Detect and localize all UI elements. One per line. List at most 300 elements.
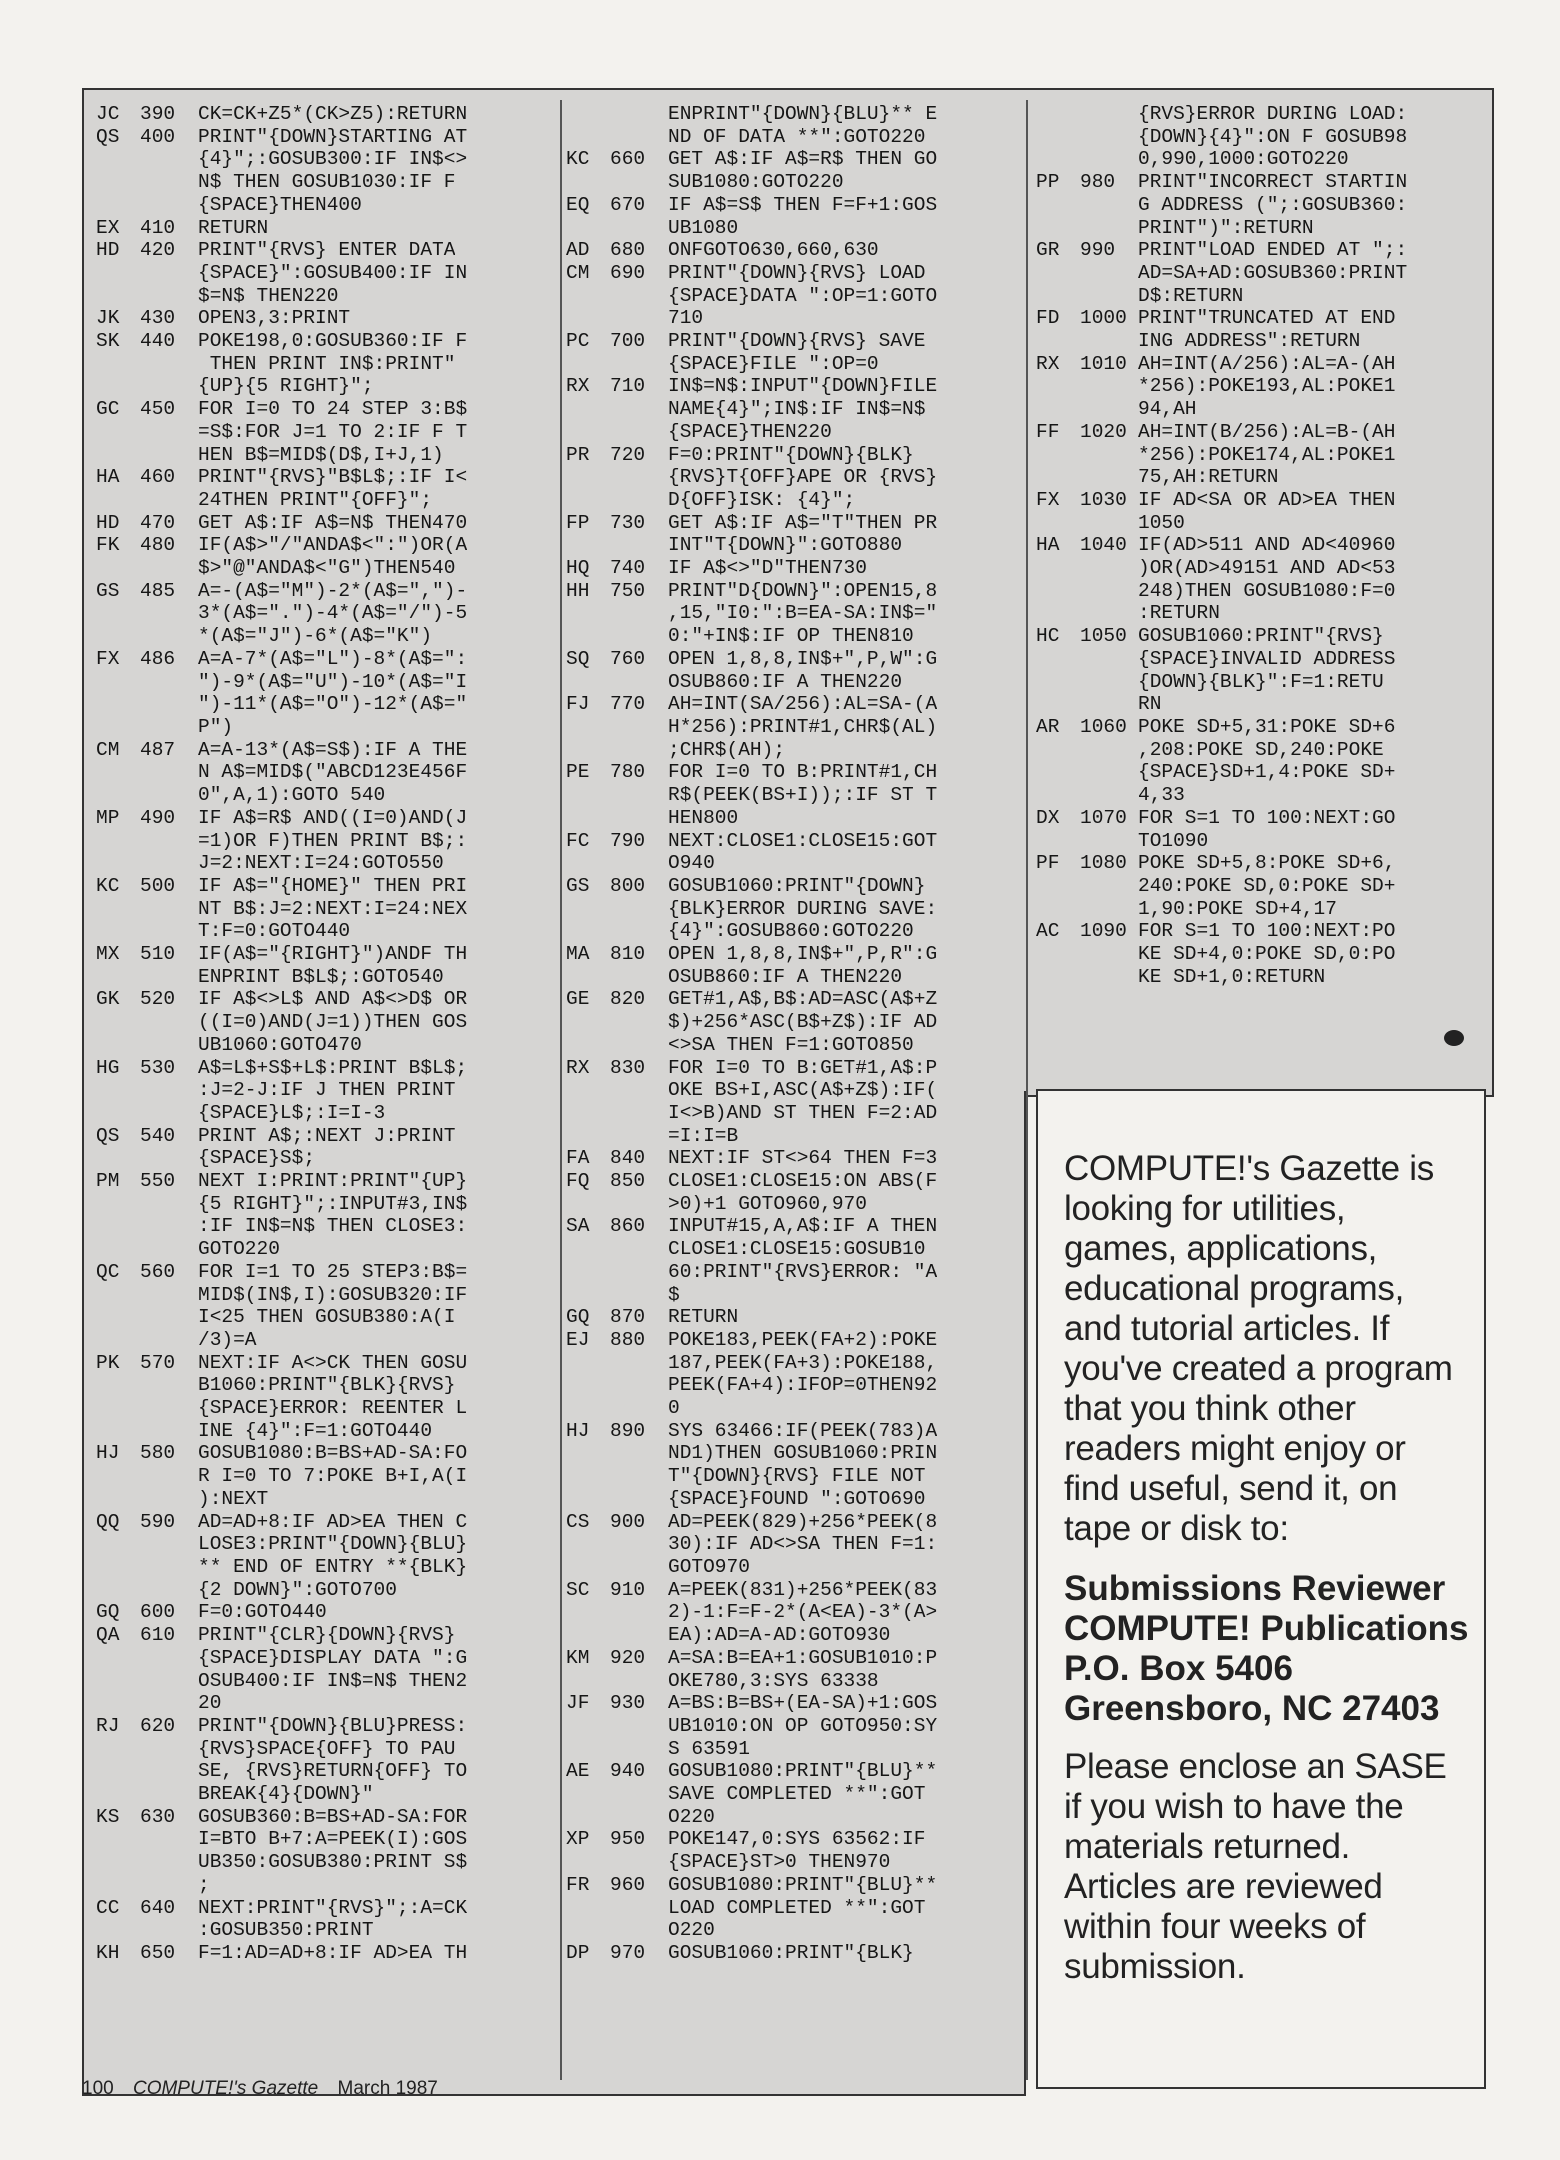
line-number xyxy=(610,739,668,762)
code-text: 248)THEN GOSUB1080:F=0 xyxy=(1138,579,1396,602)
code-line xyxy=(96,330,562,353)
code-line xyxy=(96,148,562,171)
code-text: IF A$<>"D"THEN730 xyxy=(668,557,867,580)
checksum-tag xyxy=(1036,671,1080,694)
code-line xyxy=(566,557,1026,580)
code-text: G ADDRESS (";:GOSUB360: xyxy=(1138,193,1408,216)
code-line xyxy=(96,194,562,217)
checksum-tag: AR xyxy=(1036,715,1060,738)
code-line xyxy=(96,988,562,1011)
checksum-tag: CM xyxy=(96,738,120,761)
code-text: NEXT:IF ST<>64 THEN F=3 xyxy=(668,1147,938,1170)
checksum-tag xyxy=(96,1011,140,1034)
code-text: {BLK}ERROR DURING SAVE: xyxy=(668,897,938,920)
line-number xyxy=(610,1465,668,1488)
checksum-tag: CC xyxy=(96,1896,120,1919)
code-line xyxy=(566,1465,1026,1488)
line-number xyxy=(610,466,668,489)
line-number xyxy=(1080,557,1138,580)
line-number xyxy=(1080,103,1138,126)
line-number xyxy=(610,1193,668,1216)
line-number xyxy=(1080,761,1138,784)
line-number xyxy=(140,1692,198,1715)
code-text: {SPACE}FOUND ":GOTO690 xyxy=(668,1487,926,1510)
code-text: UB1080 xyxy=(668,216,739,239)
code-text: GOTO220 xyxy=(198,1238,280,1261)
checksum-tag: PC xyxy=(566,330,590,353)
code-text: IN$=N$:INPUT"{DOWN}FILE xyxy=(668,375,938,398)
code-line xyxy=(96,1170,562,1193)
code-line xyxy=(566,898,1026,921)
checksum-tag xyxy=(96,262,140,285)
code-text: GOSUB1060:PRINT"{RVS} xyxy=(1138,625,1384,648)
line-number: 1090 xyxy=(1080,920,1127,943)
checksum-tag xyxy=(96,716,140,739)
checksum-tag: PR xyxy=(566,443,590,466)
code-line xyxy=(566,1738,1026,1761)
checksum-tag xyxy=(96,421,140,444)
code-line xyxy=(566,148,1026,171)
line-number: 710 xyxy=(610,375,646,398)
code-text: P") xyxy=(198,715,234,738)
code-line xyxy=(566,375,1026,398)
code-line xyxy=(566,1352,1026,1375)
code-line xyxy=(96,943,562,966)
code-line xyxy=(96,1647,562,1670)
code-text: *256):POKE193,AL:POKE1 xyxy=(1138,375,1396,398)
code-line xyxy=(96,1897,562,1920)
checksum-tag xyxy=(1036,784,1080,807)
checksum-tag: HD xyxy=(96,239,120,262)
checksum-tag xyxy=(96,489,140,512)
line-number xyxy=(1080,898,1138,921)
end-mark-icon xyxy=(1444,1030,1464,1046)
code-text: ")-11*(A$="O")-12*(A$=" xyxy=(198,693,468,716)
line-number: 670 xyxy=(610,193,646,216)
checksum-tag xyxy=(96,557,140,580)
checksum-tag xyxy=(96,898,140,921)
code-text: IF A$=S$ THEN F=F+1:GOS xyxy=(668,193,938,216)
line-number xyxy=(1080,126,1138,149)
checksum-tag: HJ xyxy=(566,1419,590,1442)
code-text: IF A$="{HOME}" THEN PRI xyxy=(198,874,468,897)
code-line xyxy=(96,1828,562,1851)
line-number: 620 xyxy=(140,1714,176,1737)
code-text: O220 xyxy=(668,1805,715,1828)
code-line xyxy=(566,444,1026,467)
line-number xyxy=(1080,148,1138,171)
code-text: 710 xyxy=(668,307,704,330)
code-text: {SPACE}S$; xyxy=(198,1147,316,1170)
line-number xyxy=(610,1897,668,1920)
code-line xyxy=(96,1397,562,1420)
checksum-tag xyxy=(1036,194,1080,217)
checksum-tag: RX xyxy=(566,1056,590,1079)
code-line xyxy=(96,739,562,762)
code-line xyxy=(1036,534,1486,557)
checksum-tag xyxy=(96,852,140,875)
line-number xyxy=(140,852,198,875)
line-number xyxy=(140,966,198,989)
checksum-tag: RJ xyxy=(96,1714,120,1737)
code-text: FOR S=1 TO 100:NEXT:GO xyxy=(1138,806,1396,829)
code-text: A=BS:B=BS+(EA-SA)+1:GOS xyxy=(668,1692,938,1715)
line-number xyxy=(140,1238,198,1261)
code-line xyxy=(566,875,1026,898)
code-text: AH=INT(A/256):AL=A-(AH xyxy=(1138,352,1396,375)
checksum-tag xyxy=(566,1193,610,1216)
line-number xyxy=(1080,966,1138,989)
code-line xyxy=(96,126,562,149)
checksum-tag: FJ xyxy=(566,693,590,716)
code-text: OPEN3,3:PRINT xyxy=(198,307,351,330)
checksum-tag xyxy=(96,1238,140,1261)
checksum-tag xyxy=(96,1738,140,1761)
code-line xyxy=(96,1874,562,1897)
checksum-tag xyxy=(566,217,610,240)
code-line xyxy=(96,693,562,716)
checksum-tag xyxy=(1036,898,1080,921)
code-text: FOR I=0 TO B:GET#1,A$:P xyxy=(668,1056,938,1079)
code-text: AH=INT(SA/256):AL=SA-(A xyxy=(668,693,938,716)
code-text: LOSE3:PRINT"{DOWN}{BLU} xyxy=(198,1533,468,1556)
code-text: {4}":GOSUB860:GOTO220 xyxy=(668,920,914,943)
code-line xyxy=(1036,330,1486,353)
code-text: 75,AH:RETURN xyxy=(1138,466,1279,489)
code-line xyxy=(96,489,562,512)
code-line xyxy=(566,807,1026,830)
checksum-tag xyxy=(566,1715,610,1738)
checksum-tag: GQ xyxy=(96,1601,120,1624)
line-number: 480 xyxy=(140,534,176,557)
checksum-tag xyxy=(566,353,610,376)
line-number xyxy=(140,1306,198,1329)
line-number: 780 xyxy=(610,761,646,784)
checksum-tag xyxy=(566,898,610,921)
checksum-tag xyxy=(1036,285,1080,308)
code-line xyxy=(96,648,562,671)
line-number xyxy=(610,103,668,126)
code-line xyxy=(1036,239,1486,262)
checksum-tag: PF xyxy=(1036,852,1060,875)
checksum-tag xyxy=(566,1556,610,1579)
line-number xyxy=(1080,330,1138,353)
line-number xyxy=(140,1011,198,1034)
code-text: POKE198,0:GOSUB360:IF F xyxy=(198,330,468,353)
code-text: =S$:FOR J=1 TO 2:IF F T xyxy=(198,420,468,443)
code-text: GET A$:IF A$=R$ THEN GO xyxy=(668,148,938,171)
line-number xyxy=(140,1851,198,1874)
checksum-tag xyxy=(96,375,140,398)
code-text: GET#1,A$,B$:AD=ASC(A$+Z xyxy=(668,988,938,1011)
checksum-tag xyxy=(566,1533,610,1556)
line-number: 690 xyxy=(610,261,646,284)
code-line xyxy=(1036,444,1486,467)
checksum-tag xyxy=(96,920,140,943)
line-number: 1080 xyxy=(1080,852,1127,875)
line-number xyxy=(610,421,668,444)
code-line xyxy=(566,920,1026,943)
code-line xyxy=(96,1465,562,1488)
code-line xyxy=(96,1079,562,1102)
checksum-tag: GQ xyxy=(566,1306,590,1329)
code-text: {SPACE}ST>0 THEN970 xyxy=(668,1851,891,1874)
code-text: IF A$<>L$ AND A$<>D$ OR xyxy=(198,988,468,1011)
checksum-tag xyxy=(566,807,610,830)
checksum-tag xyxy=(566,1897,610,1920)
checksum-tag: FD xyxy=(1036,307,1060,330)
line-number: 580 xyxy=(140,1442,176,1465)
checksum-tag xyxy=(1036,512,1080,535)
code-text: HEN B$=MID$(D$,I+J,1) xyxy=(198,443,444,466)
code-text: )OR(AD>49151 AND AD<53 xyxy=(1138,557,1396,580)
code-line xyxy=(96,1806,562,1829)
checksum-tag: HD xyxy=(96,511,120,534)
line-number xyxy=(1080,194,1138,217)
code-line xyxy=(566,466,1026,489)
code-text: ):NEXT xyxy=(198,1487,269,1510)
line-number: 730 xyxy=(610,511,646,534)
code-text: CLOSE1:CLOSE15:GOSUB10 xyxy=(668,1238,926,1261)
code-text: SE, {RVS}RETURN{OFF} TO xyxy=(198,1760,468,1783)
checksum-tag: EJ xyxy=(566,1328,590,1351)
code-text: PRINT"{CLR}{DOWN}{RVS} xyxy=(198,1624,456,1647)
code-text: S 63591 xyxy=(668,1737,750,1760)
code-text: /3)=A xyxy=(198,1328,257,1351)
line-number xyxy=(140,1783,198,1806)
code-text: ;CHR$(AH); xyxy=(668,738,786,761)
code-line xyxy=(96,1556,562,1579)
line-number: 760 xyxy=(610,647,646,670)
code-text: =I:I=B xyxy=(668,1124,739,1147)
code-text: {RVS}SPACE{OFF} TO PAU xyxy=(198,1737,456,1760)
code-text: UB350:GOSUB380:PRINT S$ xyxy=(198,1851,468,1874)
code-text: {5 RIGHT}";:INPUT#3,IN$ xyxy=(198,1192,468,1215)
code-text: FOR I=1 TO 25 STEP3:B$= xyxy=(198,1260,468,1283)
checksum-tag xyxy=(96,285,140,308)
notice-note: Please enclose an SASE if you wish to have the materials returned. Articles are reviewed within four weeks of submission. xyxy=(1064,1747,1447,1986)
checksum-tag xyxy=(96,625,140,648)
checksum-tag: FK xyxy=(96,534,120,557)
code-text: 1,90:POKE SD+4,17 xyxy=(1138,897,1337,920)
line-number xyxy=(1080,466,1138,489)
code-text: :IF IN$=N$ THEN CLOSE3: xyxy=(198,1215,468,1238)
checksum-tag: FX xyxy=(96,647,120,670)
code-text: {RVS}ERROR DURING LOAD: xyxy=(1138,103,1408,125)
code-text: PRINT"{RVS} ENTER DATA xyxy=(198,239,456,262)
code-line xyxy=(96,1692,562,1715)
code-text: NT B$:J=2:NEXT:I=24:NEX xyxy=(198,897,468,920)
code-text: AD=SA+AD:GOSUB360:PRINT xyxy=(1138,261,1408,284)
code-line xyxy=(566,693,1026,716)
checksum-tag xyxy=(566,1624,610,1647)
code-text: 3*(A$=".")-4*(A$="/")-5 xyxy=(198,602,468,625)
line-number xyxy=(1080,217,1138,240)
checksum-tag xyxy=(566,1738,610,1761)
checksum-tag xyxy=(566,1284,610,1307)
page-footer xyxy=(82,2078,452,2100)
line-number: 430 xyxy=(140,307,176,330)
code-line xyxy=(566,1284,1026,1307)
code-line xyxy=(566,1261,1026,1284)
code-text: OKE780,3:SYS 63338 xyxy=(668,1669,879,1692)
code-line xyxy=(566,1783,1026,1806)
code-text: {UP}{5 RIGHT}"; xyxy=(198,375,374,398)
code-text: {SPACE}DISPLAY DATA ":G xyxy=(198,1646,468,1669)
checksum-tag: AC xyxy=(1036,920,1060,943)
code-text: MID$(IN$,I):GOSUB320:IF xyxy=(198,1283,468,1306)
code-text: ND1)THEN GOSUB1060:PRIN xyxy=(668,1442,938,1465)
code-text: {SPACE}THEN220 xyxy=(668,420,832,443)
checksum-tag xyxy=(96,1034,140,1057)
line-number xyxy=(140,1215,198,1238)
code-line xyxy=(96,1034,562,1057)
checksum-tag xyxy=(96,1919,140,1942)
checksum-tag: HA xyxy=(96,466,120,489)
code-line xyxy=(96,1670,562,1693)
line-number xyxy=(1080,580,1138,603)
code-line xyxy=(566,852,1026,875)
code-text: OSUB400:IF IN$=N$ THEN2 xyxy=(198,1669,468,1692)
code-line xyxy=(566,307,1026,330)
code-line xyxy=(1036,739,1486,762)
code-text: NEXT:PRINT"{RVS}";:A=CK xyxy=(198,1896,468,1919)
code-text: KE SD+4,0:POKE SD,0:PO xyxy=(1138,943,1396,966)
checksum-tag xyxy=(96,1215,140,1238)
line-number: 830 xyxy=(610,1056,646,1079)
code-text: B1060:PRINT"{BLK}{RVS} xyxy=(198,1374,456,1397)
line-number xyxy=(1080,285,1138,308)
code-line xyxy=(566,330,1026,353)
code-line xyxy=(566,489,1026,512)
checksum-tag xyxy=(96,1465,140,1488)
code-text: 60:PRINT"{RVS}ERROR: "A xyxy=(668,1260,938,1283)
checksum-tag: KC xyxy=(566,148,590,171)
code-line xyxy=(96,1238,562,1261)
checksum-tag xyxy=(566,307,610,330)
code-line xyxy=(566,217,1026,240)
code-line xyxy=(96,466,562,489)
checksum-tag xyxy=(96,1760,140,1783)
checksum-tag: PP xyxy=(1036,171,1060,194)
line-number xyxy=(610,671,668,694)
line-number: 970 xyxy=(610,1941,646,1964)
code-line xyxy=(96,1057,562,1080)
checksum-tag: MX xyxy=(96,943,120,966)
column-divider xyxy=(1026,100,1028,2080)
checksum-tag xyxy=(96,693,140,716)
code-text: UB1010:ON OP GOTO950:SY xyxy=(668,1714,938,1737)
checksum-tag: FC xyxy=(566,829,590,852)
checksum-tag: QQ xyxy=(96,1510,120,1533)
line-number xyxy=(610,1102,668,1125)
checksum-tag xyxy=(96,1533,140,1556)
code-line xyxy=(566,1692,1026,1715)
checksum-tag xyxy=(566,1601,610,1624)
line-number xyxy=(140,1647,198,1670)
line-number xyxy=(140,1738,198,1761)
code-line xyxy=(1036,852,1486,875)
checksum-tag xyxy=(566,1919,610,1942)
code-text: FOR I=0 TO B:PRINT#1,CH xyxy=(668,761,938,784)
line-number xyxy=(610,1533,668,1556)
code-line xyxy=(96,1147,562,1170)
checksum-tag: HA xyxy=(1036,534,1060,557)
code-text: H*256):PRINT#1,CHR$(AL) xyxy=(668,715,938,738)
checksum-tag xyxy=(1036,648,1080,671)
line-number: 880 xyxy=(610,1328,646,1351)
code-line xyxy=(566,1942,1026,1965)
code-text: FOR I=0 TO 24 STEP 3:B$ xyxy=(198,398,468,421)
code-text: GOSUB1080:PRINT"{BLU}** xyxy=(668,1760,938,1783)
code-text: *(A$="J")-6*(A$="K") xyxy=(198,625,433,648)
line-number xyxy=(1080,693,1138,716)
line-number: 750 xyxy=(610,579,646,602)
code-line xyxy=(96,875,562,898)
line-number xyxy=(610,1284,668,1307)
checksum-tag: QS xyxy=(96,1124,120,1147)
code-text: 30):IF AD<>SA THEN F=1: xyxy=(668,1533,938,1556)
line-number: 450 xyxy=(140,398,176,421)
code-line xyxy=(96,1760,562,1783)
code-line xyxy=(96,602,562,625)
line-number: 770 xyxy=(610,693,646,716)
checksum-tag xyxy=(96,671,140,694)
code-text: SAVE COMPLETED **":GOT xyxy=(668,1783,926,1806)
checksum-tag xyxy=(566,421,610,444)
code-line xyxy=(96,375,562,398)
line-number xyxy=(610,398,668,421)
code-line xyxy=(96,671,562,694)
line-number: 1010 xyxy=(1080,352,1127,375)
checksum-tag: SA xyxy=(566,1215,590,1238)
line-number xyxy=(610,1556,668,1579)
code-line xyxy=(96,1851,562,1874)
line-number xyxy=(1080,671,1138,694)
code-line xyxy=(96,1783,562,1806)
checksum-tag: FF xyxy=(1036,420,1060,443)
checksum-tag: DX xyxy=(1036,806,1060,829)
code-line xyxy=(566,625,1026,648)
address-line: P.O. Box 5406 xyxy=(1064,1649,1293,1688)
line-number xyxy=(140,1919,198,1942)
code-line xyxy=(566,1215,1026,1238)
line-number xyxy=(140,1874,198,1897)
checksum-tag: FR xyxy=(566,1873,590,1896)
line-number: 410 xyxy=(140,216,176,239)
checksum-tag xyxy=(96,1102,140,1125)
code-text: ; xyxy=(198,1873,210,1896)
line-number: 400 xyxy=(140,125,176,148)
checksum-tag: GC xyxy=(96,398,120,421)
line-number xyxy=(1080,375,1138,398)
checksum-tag xyxy=(96,353,140,376)
line-number: 680 xyxy=(610,239,646,262)
code-text: PRINT A$;:NEXT J:PRINT xyxy=(198,1124,456,1147)
address-line: Submissions Reviewer xyxy=(1064,1569,1446,1608)
code-line xyxy=(566,1102,1026,1125)
code-line xyxy=(96,1011,562,1034)
code-text: OKE BS+I,ASC(A$+Z$):IF( xyxy=(668,1079,938,1102)
line-number xyxy=(610,1738,668,1761)
code-text: 1050 xyxy=(1138,511,1185,534)
checksum-tag xyxy=(566,285,610,308)
checksum-tag xyxy=(96,1488,140,1511)
checksum-tag: KM xyxy=(566,1646,590,1669)
code-line xyxy=(1036,217,1486,240)
line-number xyxy=(140,1329,198,1352)
code-text: I<25 THEN GOSUB380:A(I xyxy=(198,1306,456,1329)
